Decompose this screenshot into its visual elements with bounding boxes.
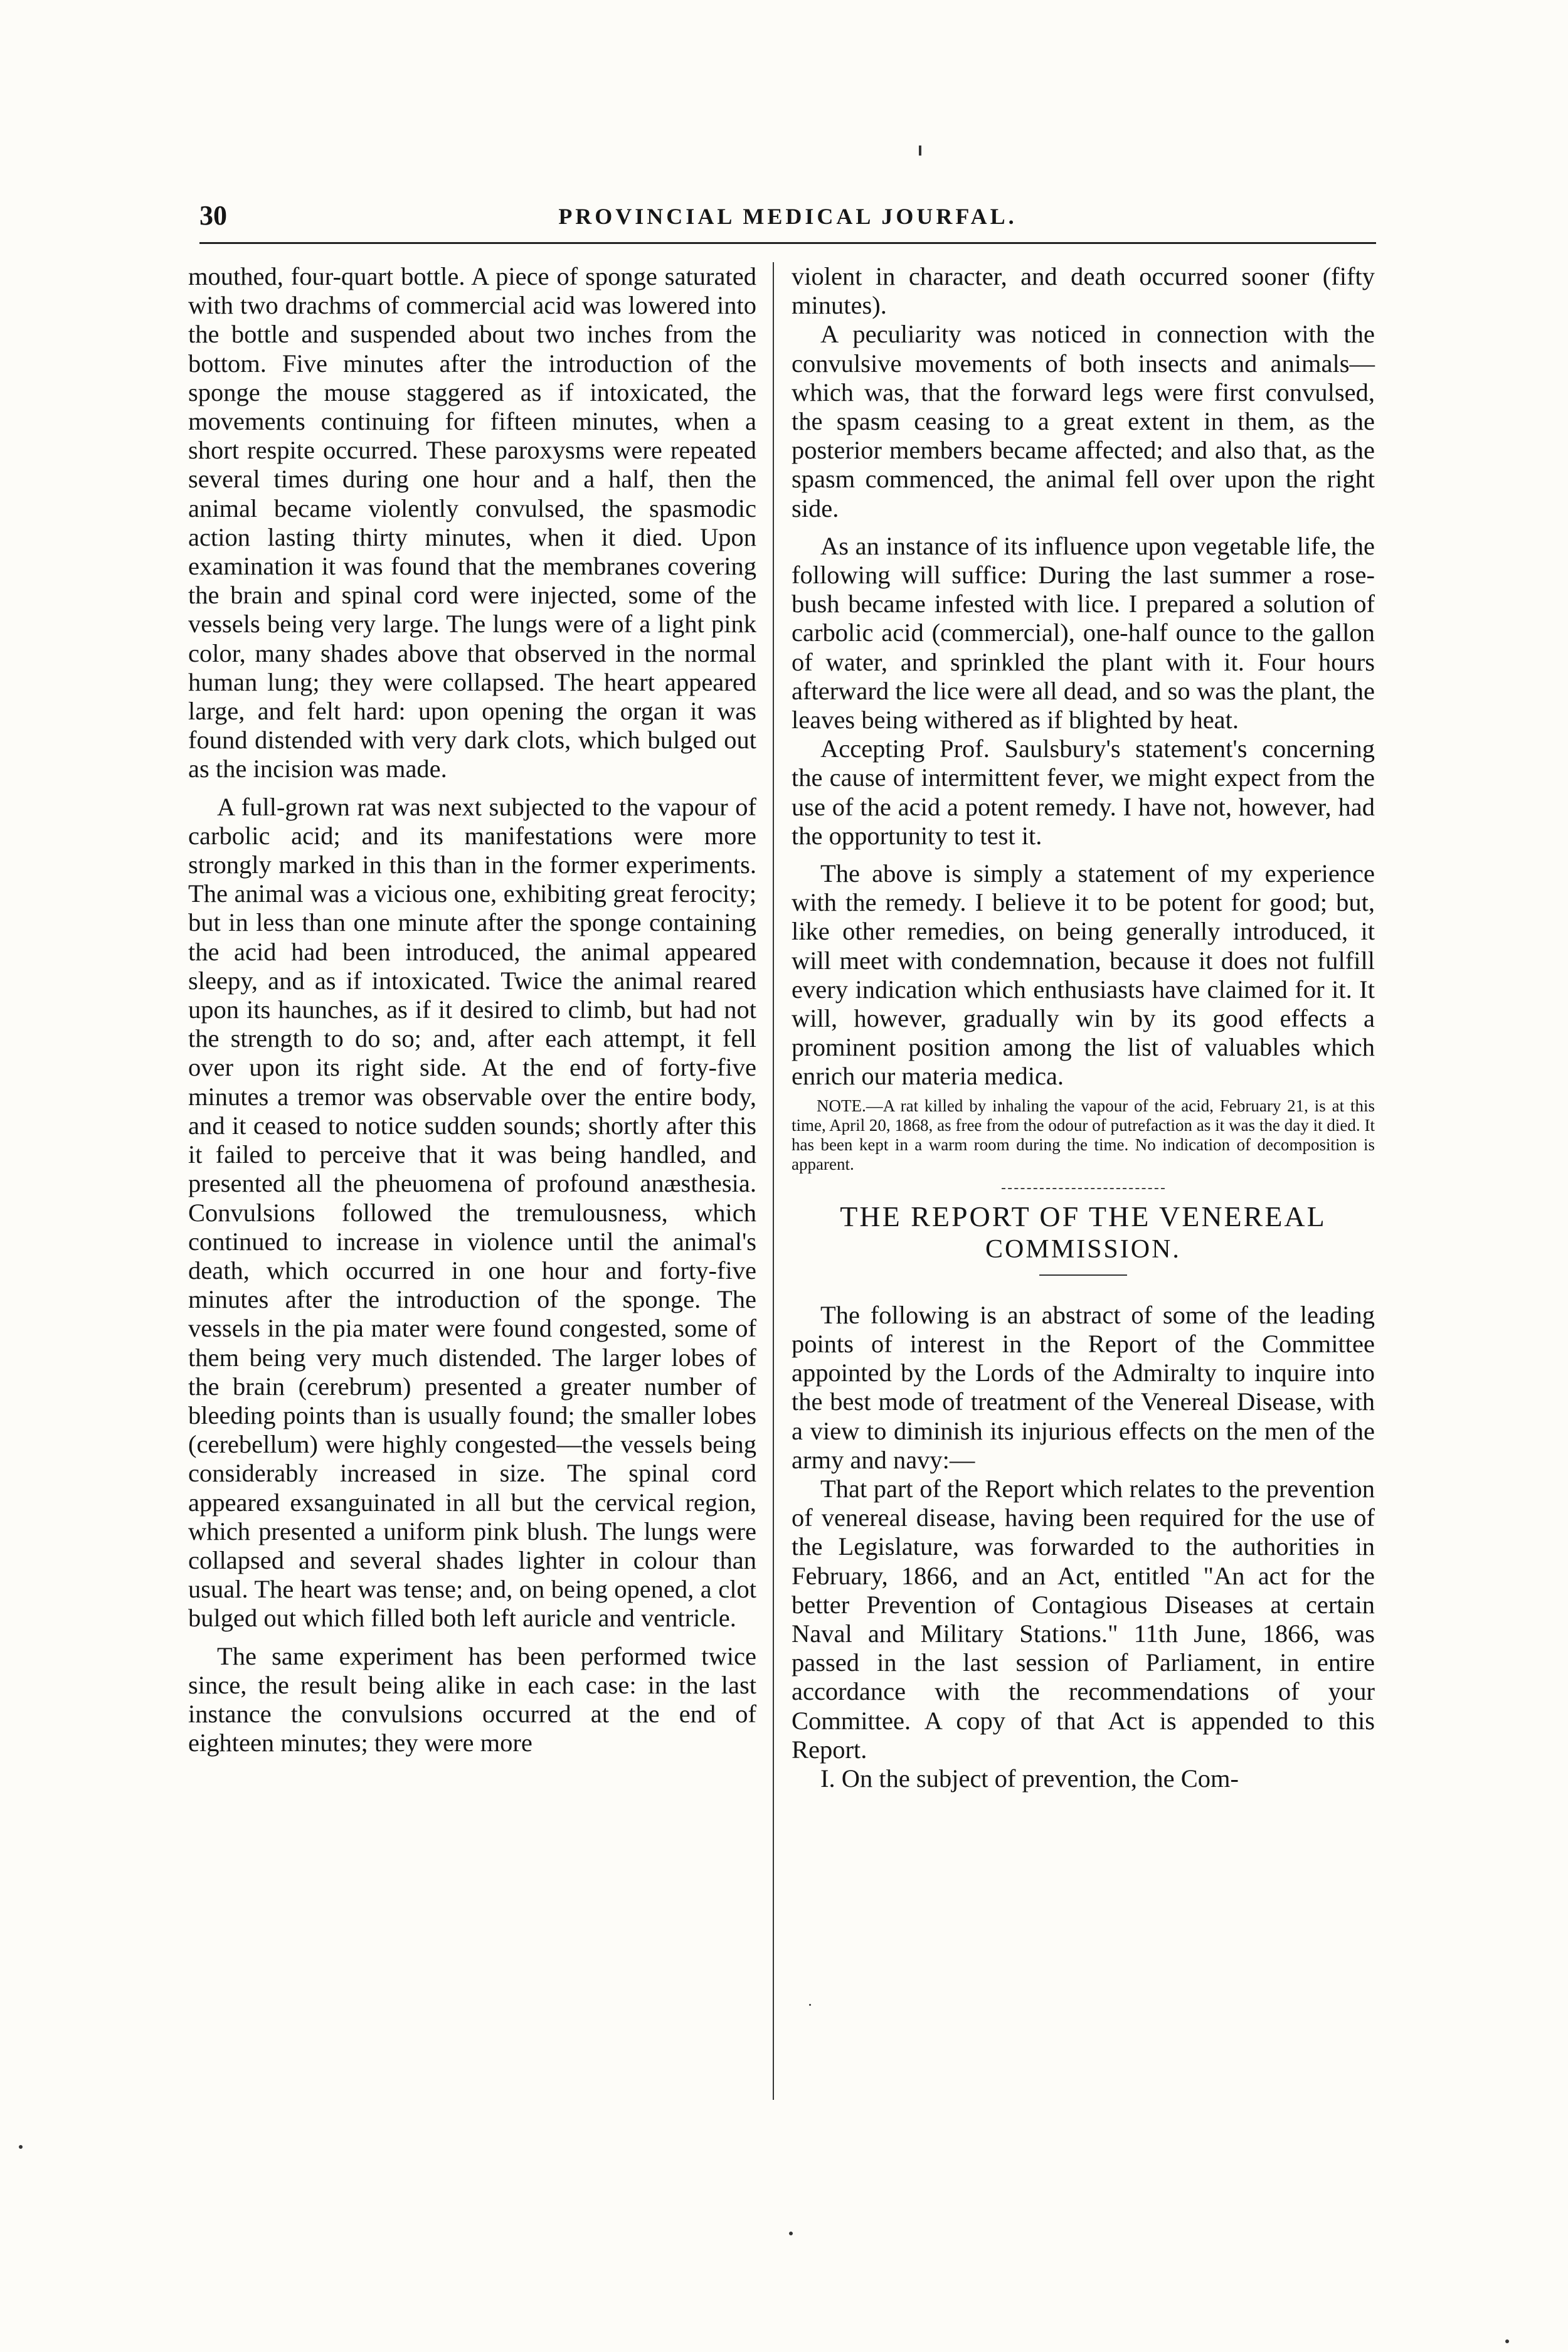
speck (809, 2004, 811, 2006)
paragraph: As an instance of its influence upon vegetable life, the following will suffice: During the last summer a rose-bush became infested with lice. I prepared a solution of carbolic acid (commercial), one-half ounce to the gallon of water, and sprinkled the plant with it. Four hours afterward the lice were all dead, and so was the plant, the leaves being withered as if blighted by heat. (792, 531, 1375, 734)
page-number: 30 (199, 200, 227, 231)
section-heading (792, 1200, 1375, 1266)
paragraph: violent in character, and death occurred sooner (fifty minutes). (792, 262, 1375, 320)
footnote: NOTE.—A rat killed by inhaling the vapour of the acid, February 21, is at this time, April 20, 1868, as free from the odour of putrefaction as it was the day it died. It has been kept in a warm room during the time. No indication of decomposition is apparent. (792, 1096, 1375, 1173)
paragraph: The above is simply a statement of my experience with the remedy. I believe it to be potent for good; but, like other remedies, on being generally introduced, it will meet with condemnation, because it does not fulfill every indication which enthusiasts have claimed for it. It will, however, gradually win by its good effects a prominent position among the list of valuables which enrich our materia medica. (792, 859, 1375, 1091)
page-header (199, 199, 1376, 237)
right-column (792, 262, 1375, 1793)
journal-title: PROVINCIAL MEDICAL JOURFAL. (558, 204, 1017, 229)
paragraph: The following is an abstract of some of the leading points of interest in the Report of the Committee appointed by the Lords of the Admiralty to inquire into the best mode of treatment of the Venereal Disease, with a view to diminish its injurious effects on the men of the army and navy:— (792, 1300, 1375, 1474)
speck (789, 2232, 793, 2235)
section-heading-line-1: THE REPORT OF THE VENEREAL (840, 1200, 1327, 1232)
paragraph: The same experiment has been performed twice since, the result being alike in each case: in the last instance the convulsions occurred at the end of eighteen minutes; they were more (188, 1641, 756, 1757)
column-divider (773, 262, 774, 2100)
stray-mark (919, 146, 921, 156)
paragraph: Accepting Prof. Saulsbury's statement's concerning the cause of intermittent fever, we might expect from the use of the acid a potent remedy. I have not, however, had the opportunity to test it. (792, 734, 1375, 850)
paragraph: I. On the subject of prevention, the Com- (820, 1764, 1239, 1793)
paragraph: mouthed, four-quart bottle. A piece of sponge saturated with two drachms of commercial acid was lowered into the bottle and suspended about two inches from the bottom. Five minutes after the introduction of the sponge the mouse staggered as if intoxicated, the movements continuing for fifteen minutes, when a short respite occurred. These paroxysms were repeated several times during one hour and a half, then the animal became violently convulsed, the spasmodic action lasting thirty minutes, when it died. Upon examination it was found that the membranes covering the brain and spinal cord were injected, some of the vessels being very large. The lungs were of a light pink color, many shades above that observed in the normal human lung; they were collapsed. The heart appeared large, and felt hard: upon opening the organ it was found distended with very dark clots, which bulged out as the incision was made. (188, 262, 756, 783)
paragraph: A peculiarity was noticed in connection with the convulsive movements of both insects and animals—which was, that the forward legs were first convulsed, the spasm ceasing to a great extent in them, as the posterior members became affected; and also that, as the spasm commenced, the animal fell over upon the right side. (792, 320, 1375, 522)
heading-rule (1039, 1274, 1127, 1276)
paragraph: That part of the Report which relates to the prevention of venereal disease, having been required for the use of the Legislature, was forwarded to the authorities in February, 1866, and an Act, entitled "An act for the better Prevention of Contagious Diseases at certain Naval and Military Stations." 11th June, 1866, was passed in the last session of Parliament, in entire accordance with the recommendations of your Committee. A copy of that Act is appended to this Report. (792, 1474, 1375, 1764)
section-heading-line-2: COMMISSION. (985, 1234, 1181, 1264)
section-separator (1002, 1188, 1165, 1189)
speck (19, 2145, 23, 2149)
paragraph: A full-grown rat was next subjected to the vapour of carbolic acid; and its manifestations were more strongly marked in this than in the former experiments. The animal was a vicious one, exhibiting great ferocity; but in less than one minute after the sponge containing the acid had been introduced, the animal appeared sleepy, and as if intoxicated. Twice the animal reared upon its haunches, as if it desired to climb, but had not the strength to do so; and, after each attempt, it fell over upon its right side. At the end of forty-five minutes a tremor was observable over the entire body, and it ceased to notice sudden sounds; shortly after this it failed to perceive that it was being handled, and presented all the pheuomena of profound anæsthesia. Convulsions followed the tremulousness, which continued to increase in violence until the animal's death, which occurred in one hour and forty-five minutes after the introduction of the sponge. The vessels in the pia mater were found congested, some of them being very much distended. The larger lobes of the brain (cerebrum) presented a greater number of bleeding points than is usually found; the smaller lobes (cerebellum) were highly congested—the vessels being considerably increased in size. The spinal cord appeared exsanguinated in all but the cervical region, which presented a uniform pink blush. The lungs were collapsed and several shades lighter in colour than usual. The heart was tense; and, on being opened, a clot bulged out which filled both left auricle and ventricle. (188, 792, 756, 1633)
speck (1505, 2339, 1509, 2343)
header-rule (199, 242, 1376, 244)
left-column (188, 262, 756, 1757)
